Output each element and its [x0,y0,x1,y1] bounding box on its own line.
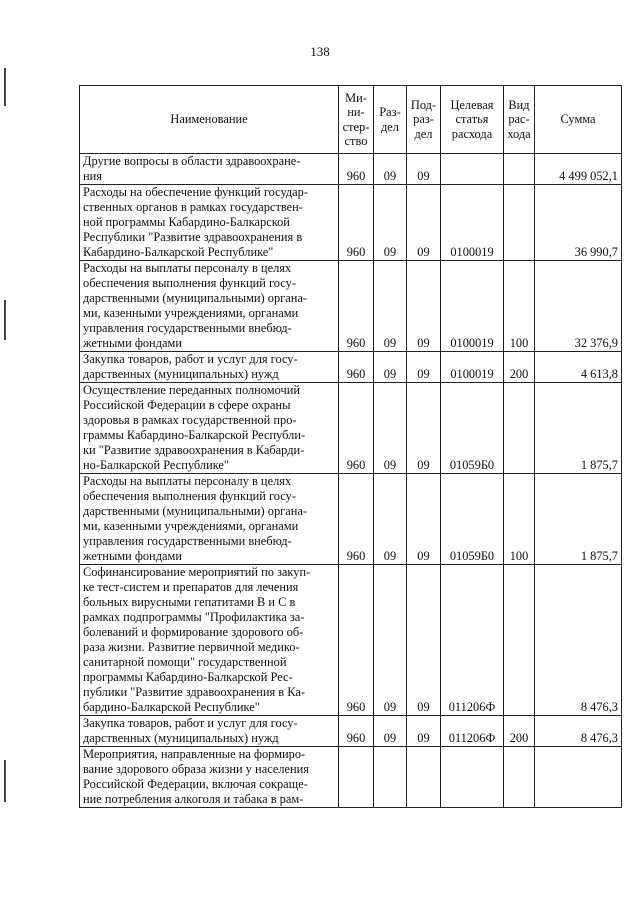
header-section: Раз- дел [374,86,407,154]
header-sum: Сумма [535,86,622,154]
table-row [80,261,622,352]
row-section: 09 [374,154,407,185]
row-type [504,747,535,808]
page-number: 138 [310,44,330,59]
row-name: Другие вопросы в области здравоохране- ния [80,154,339,185]
row-name: Расходы на обеспечение функций государ- ственных органов в рамках государствен- ной программы Кабардино-Балкарской Республики "Развитие здравоохранения в Кабардино-Балкарской Республике" [80,185,339,261]
table-row [80,716,622,747]
table-row [80,352,622,383]
row-type [504,383,535,474]
row-target: 01059Б0 [441,474,504,565]
row-name: Осуществление переданных полномочий Российской Федерации в сфере охраны здоровья в рамках государственной про- граммы Кабардино-Балкарской Республи- ки "Развитие здравоохранения в Кабарди- но-Балкарской Республике" [80,383,339,474]
row-type [504,154,535,185]
row-name: Мероприятия, направленные на формиро- вание здорового образа жизни у населения Российской Федерации, включая сокраще- ние потребления алкоголя и табака в рам- [80,747,339,808]
row-type [504,565,535,716]
row-name: Закупка товаров, работ и услуг для госу- дарственных (муниципальных) нужд [80,352,339,383]
row-sum: 36 990,7 [535,185,622,261]
row-sum: 1 875,7 [535,383,622,474]
budget-table [79,85,622,808]
row-section: 09 [374,185,407,261]
row-name: Софинансирование мероприятий по закуп- ке тест-систем и препаратов для лечения больных вирусными гепатитами В и С в рамках подпрограммы "Профилактика за- болеваний и формирование здорового об- раза жизни. Развитие первичной медико- санитарной помощи" государственной программы Кабардино-Балкарской Рес- публики "Развитие здравоохранения в Ка- бардино-Балкарской Республике" [80,565,339,716]
row-sum: 8 476,3 [535,716,622,747]
table-body [80,154,622,808]
row-target: 011206Ф [441,716,504,747]
table-row [80,383,622,474]
row-target [441,154,504,185]
table-row [80,474,622,565]
row-subsection: 09 [407,565,441,716]
row-ministry: 960 [339,352,374,383]
row-sum: 4 499 052,1 [535,154,622,185]
row-sum: 8 476,3 [535,565,622,716]
row-target: 011206Ф [441,565,504,716]
row-target: 0100019 [441,185,504,261]
row-ministry: 960 [339,261,374,352]
row-subsection: 09 [407,474,441,565]
margin-mark-bottom [4,760,6,802]
header-name: Наименование [80,86,339,154]
row-section: 09 [374,352,407,383]
row-ministry: 960 [339,383,374,474]
table-row [80,154,622,185]
table-row [80,747,622,808]
header-target: Целевая статья расхода [441,86,504,154]
row-type: 200 [504,716,535,747]
row-ministry: 960 [339,474,374,565]
header-ministry: Ми- ни- стер- ство [339,86,374,154]
table-row [80,565,622,716]
row-subsection: 09 [407,352,441,383]
row-target: 0100019 [441,261,504,352]
row-sum: 1 875,7 [535,474,622,565]
row-subsection: 09 [407,716,441,747]
row-type [504,185,535,261]
row-ministry [339,747,374,808]
row-section: 09 [374,716,407,747]
table-header-row [80,86,622,154]
row-sum: 4 613,8 [535,352,622,383]
table-row [80,185,622,261]
row-subsection: 09 [407,383,441,474]
row-subsection: 09 [407,154,441,185]
row-section: 09 [374,565,407,716]
row-sum: 32 376,9 [535,261,622,352]
row-name: Расходы на выплаты персоналу в целях обеспечения выполнения функций госу- дарственными (муниципальными) органа- ми, казенными учреждениями, органами управления государственными внебюд- жетными фондами [80,474,339,565]
margin-mark-middle [4,300,6,340]
row-ministry: 960 [339,565,374,716]
row-type: 200 [504,352,535,383]
row-type: 100 [504,261,535,352]
row-section: 09 [374,474,407,565]
row-subsection: 09 [407,185,441,261]
margin-mark-top [4,68,6,106]
row-type: 100 [504,474,535,565]
row-sum [535,747,622,808]
header-type: Вид рас- хода [504,86,535,154]
row-subsection: 09 [407,261,441,352]
row-ministry: 960 [339,185,374,261]
row-subsection [407,747,441,808]
row-section: 09 [374,383,407,474]
row-section [374,747,407,808]
row-section: 09 [374,261,407,352]
row-name: Расходы на выплаты персоналу в целях обеспечения выполнения функций госу- дарственными (муниципальными) органа- ми, казенными учреждениями, органами управления государственными внебюд- жетными фондами [80,261,339,352]
row-name: Закупка товаров, работ и услуг для госу- дарственных (муниципальных) нужд [80,716,339,747]
header-subsection: Под- раз- дел [407,86,441,154]
row-ministry: 960 [339,154,374,185]
row-target [441,747,504,808]
row-target: 0100019 [441,352,504,383]
row-target: 01059Б0 [441,383,504,474]
row-ministry: 960 [339,716,374,747]
